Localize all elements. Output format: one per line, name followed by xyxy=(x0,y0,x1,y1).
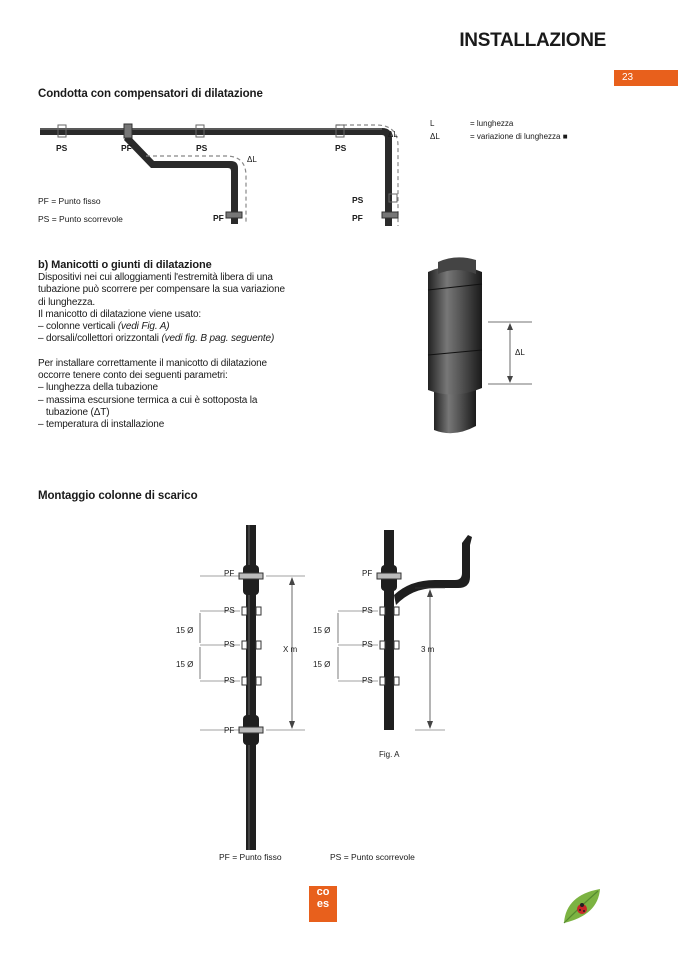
col-label-pf-2: PF xyxy=(224,726,235,735)
company-logo xyxy=(309,886,337,922)
legend-ps: PS = Punto scorrevole xyxy=(38,214,123,224)
italic-ref-a: (vedi Fig. A) xyxy=(117,321,170,333)
label-pf-1: PF xyxy=(121,143,132,153)
col-label-ps-1: PS xyxy=(224,606,235,615)
text-line xyxy=(38,333,338,345)
spacing-label-3: 15 Ø xyxy=(313,626,331,635)
italic-ref-b: (vedi fig. B pag. seguente) xyxy=(161,333,275,345)
label-ps-1: PS xyxy=(56,143,68,153)
text-line: tubazione può scorrere per compensare la sua variazione xyxy=(38,284,285,296)
fig-a-caption: Fig. A xyxy=(379,750,400,759)
text-line: – massima escursione termica a cui è sottoposta la xyxy=(38,394,258,406)
legend-pf: PF = Punto fisso xyxy=(38,196,101,206)
section-heading-condotta: Condotta con compensatori di dilatazione xyxy=(38,88,263,100)
text-line: di lunghezza. xyxy=(38,296,95,308)
text-line: Il manicotto di dilatazione viene usato: xyxy=(38,308,201,320)
legend-l-key: L xyxy=(430,119,435,128)
label-delta-l-2: ΔL xyxy=(247,155,257,164)
label-pf-2: PF xyxy=(213,213,224,223)
label-pf-3: PF xyxy=(352,213,363,223)
bottom-legend-ps: PS = Punto scorrevole xyxy=(330,852,415,862)
spacing-label-4: 15 Ø xyxy=(313,660,331,669)
col-label-ps-3: PS xyxy=(224,676,235,685)
spacing-label-1: 15 Ø xyxy=(176,626,194,635)
three-m-label: 3 m xyxy=(421,645,435,654)
legend-dl-key: ΔL xyxy=(430,132,440,141)
col-label-pf-1: PF xyxy=(224,569,235,578)
logo-text-es: es xyxy=(316,898,330,910)
text-line xyxy=(38,321,338,333)
bottom-legend-pf: PF = Punto fisso xyxy=(219,852,282,862)
spacing-label-2: 15 Ø xyxy=(176,660,194,669)
label-delta-l-1: ΔL xyxy=(388,130,398,139)
legend-l-val: = lunghezza xyxy=(470,119,514,128)
section-heading-manicotti: b) Manicotti o giunti di dilatazione xyxy=(38,259,212,271)
sleeve-delta-l-label: ΔL xyxy=(515,348,525,357)
col-label-ps-5: PS xyxy=(362,640,373,649)
section-heading-montaggio: Montaggio colonne di scarico xyxy=(38,490,198,502)
sleeve-illustration xyxy=(420,250,560,440)
col-label-ps-6: PS xyxy=(362,676,373,685)
drainage-column-diagram xyxy=(160,525,480,850)
col-label-ps-2: PS xyxy=(224,640,235,649)
label-ps-2: PS xyxy=(196,143,208,153)
legend-box xyxy=(430,117,568,143)
legend-dl-val: = variazione di lunghezza ■ xyxy=(470,132,568,141)
manicotti-text xyxy=(38,272,338,432)
text-span: – dorsali/collettori orizzontali xyxy=(38,333,162,345)
text-line: Dispositivi nei cui alloggiamenti l'estremità libera di una xyxy=(38,272,273,283)
page-title: INSTALLAZIONE xyxy=(459,30,606,51)
leaf-ladybug-icon xyxy=(560,885,606,927)
xm-label: X m xyxy=(283,645,298,654)
col-label-pf-3: PF xyxy=(362,569,373,578)
text-line: occorre tenere conto dei seguenti parametri: xyxy=(38,370,228,382)
logo-text-co: co xyxy=(316,886,330,898)
label-ps-3: PS xyxy=(335,143,347,153)
label-ps-4: PS xyxy=(352,195,364,205)
text-line: Per installare correttamente il manicotto di dilatazione xyxy=(38,357,267,369)
col-label-ps-4: PS xyxy=(362,606,373,615)
text-span: – colonne verticali xyxy=(38,321,118,333)
text-line: – lunghezza della tubazione xyxy=(38,382,158,394)
text-line: tubazione (ΔT) xyxy=(38,406,110,418)
text-line: – temperatura di installazione xyxy=(38,419,165,431)
page-number-badge: 23 xyxy=(614,70,678,86)
